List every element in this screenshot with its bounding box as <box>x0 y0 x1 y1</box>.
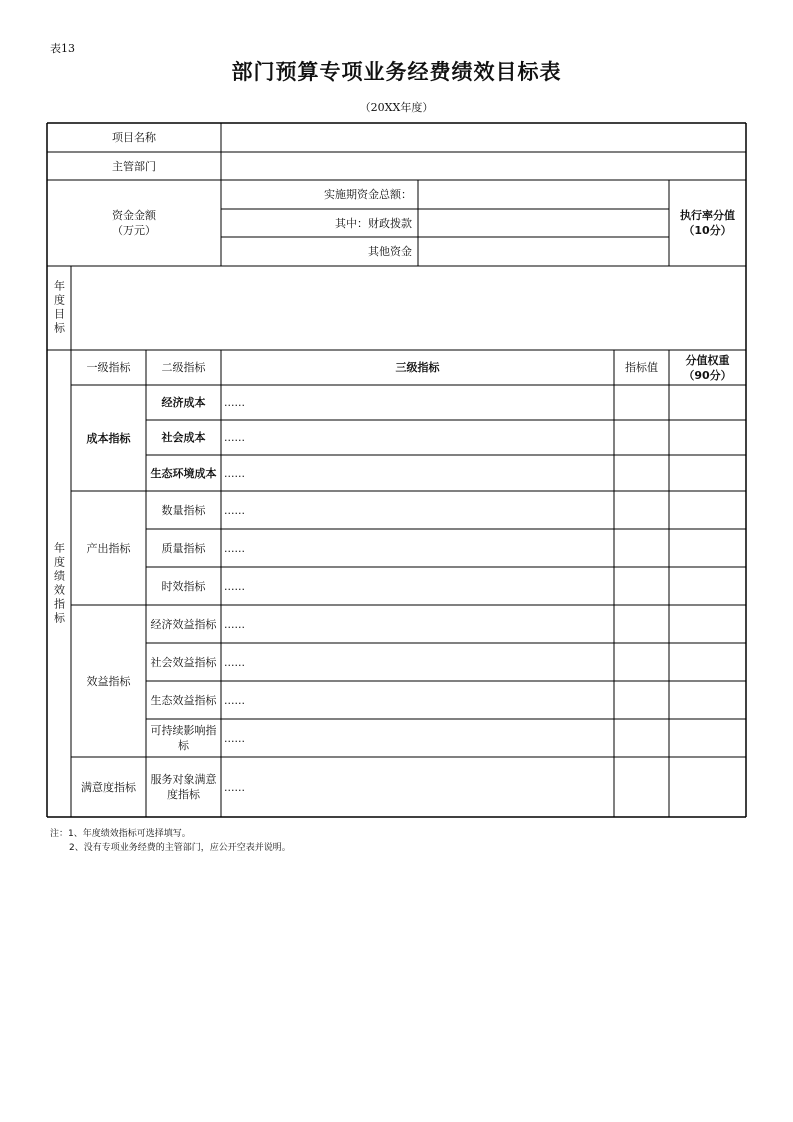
header-value: 指标值 <box>625 361 658 374</box>
indicator-value-cell <box>614 420 669 455</box>
project-name-label: 项目名称 <box>112 131 156 144</box>
funds-label-text: 资金金额 <box>112 209 156 222</box>
sub-indicator: 生态环境成本 <box>150 466 217 480</box>
funds-label <box>47 180 221 266</box>
annual-goal-label: 年度目标 <box>52 280 66 336</box>
sub-indicator: 质量指标 <box>161 541 206 555</box>
sub-indicator: 服务对象满意度指标 <box>150 773 217 801</box>
note-2: 2、没有专项业务经费的主管部门，应公开空表并说明。 <box>69 843 291 853</box>
table-number: 表13 <box>50 42 75 55</box>
exec-rate-label <box>669 180 746 266</box>
level3-placeholder: ...... <box>224 396 245 409</box>
indicator-value-cell <box>614 529 669 567</box>
indicator-value-cell <box>614 643 669 681</box>
indicator-value-cell <box>614 567 669 605</box>
level3-placeholder: ...... <box>224 503 245 517</box>
weight-cell <box>669 491 746 529</box>
group-label: 满意度指标 <box>81 780 136 794</box>
level3-placeholder: ...... <box>224 731 245 745</box>
sub-indicator: 数量指标 <box>161 503 206 517</box>
page-title: 部门预算专项业务经费绩效目标表 <box>231 60 562 84</box>
level3-placeholder: ...... <box>224 617 245 631</box>
performance-section-label: 年度绩效指标 <box>52 541 66 626</box>
indicator-value-cell <box>614 719 669 757</box>
exec-rate-score: （10分） <box>683 224 732 237</box>
level3-placeholder: ...... <box>224 693 245 707</box>
level3-placeholder: ...... <box>224 466 245 480</box>
sub-indicator: 经济效益指标 <box>150 617 217 631</box>
note-1: 注：1、年度绩效指标可选择填写。 <box>50 829 191 839</box>
weight-cell <box>669 757 746 817</box>
indicator-value-cell <box>614 681 669 719</box>
department-label: 主管部门 <box>112 159 156 173</box>
weight-score: （90分） <box>683 368 732 382</box>
sub-indicator: 生态效益指标 <box>150 693 217 707</box>
level3-placeholder: ...... <box>224 541 245 555</box>
weight-cell <box>669 681 746 719</box>
group-label: 效益指标 <box>86 674 131 688</box>
level3-placeholder: ...... <box>224 579 245 593</box>
header-level3: 三级指标 <box>395 361 440 374</box>
indicator-value-cell <box>614 605 669 643</box>
weight-cell <box>669 567 746 605</box>
sub-indicator: 经济成本 <box>161 396 206 409</box>
header-level2: 二级指标 <box>161 361 206 374</box>
group-label: 产出指标 <box>86 541 131 555</box>
level3-placeholder: ...... <box>224 431 245 444</box>
indicator-value-cell <box>614 757 669 817</box>
group-label: 成本指标 <box>86 431 131 445</box>
exec-rate-text: 执行率分值 <box>680 209 735 222</box>
other-funds-label: 其他资金 <box>368 245 412 258</box>
indicator-value-cell <box>614 385 669 420</box>
total-funds-label: 实施期资金总额： <box>324 188 412 201</box>
level3-placeholder: ...... <box>224 780 245 794</box>
sub-indicator: 社会成本 <box>161 431 206 444</box>
year-label: （20XX年度） <box>359 101 434 114</box>
weight-cell <box>669 605 746 643</box>
weight-cell <box>669 420 746 455</box>
weight-cell <box>669 529 746 567</box>
sub-indicator: 时效指标 <box>161 579 206 593</box>
weight-cell <box>669 719 746 757</box>
sub-indicator: 社会效益指标 <box>150 655 217 669</box>
weight-cell <box>669 385 746 420</box>
indicator-value-cell <box>614 455 669 491</box>
header-level1: 一级指标 <box>86 361 131 374</box>
sub-indicator: 可持续影响指标 <box>150 724 217 752</box>
weight-cell <box>669 643 746 681</box>
indicator-value-cell <box>614 491 669 529</box>
funds-unit: （万元） <box>112 224 156 237</box>
header-weight <box>669 350 746 385</box>
level3-placeholder: ...... <box>224 655 245 669</box>
weight-cell <box>669 455 746 491</box>
weight-text: 分值权重 <box>685 353 730 367</box>
fiscal-funds-label: 其中：财政拨款 <box>335 216 412 230</box>
